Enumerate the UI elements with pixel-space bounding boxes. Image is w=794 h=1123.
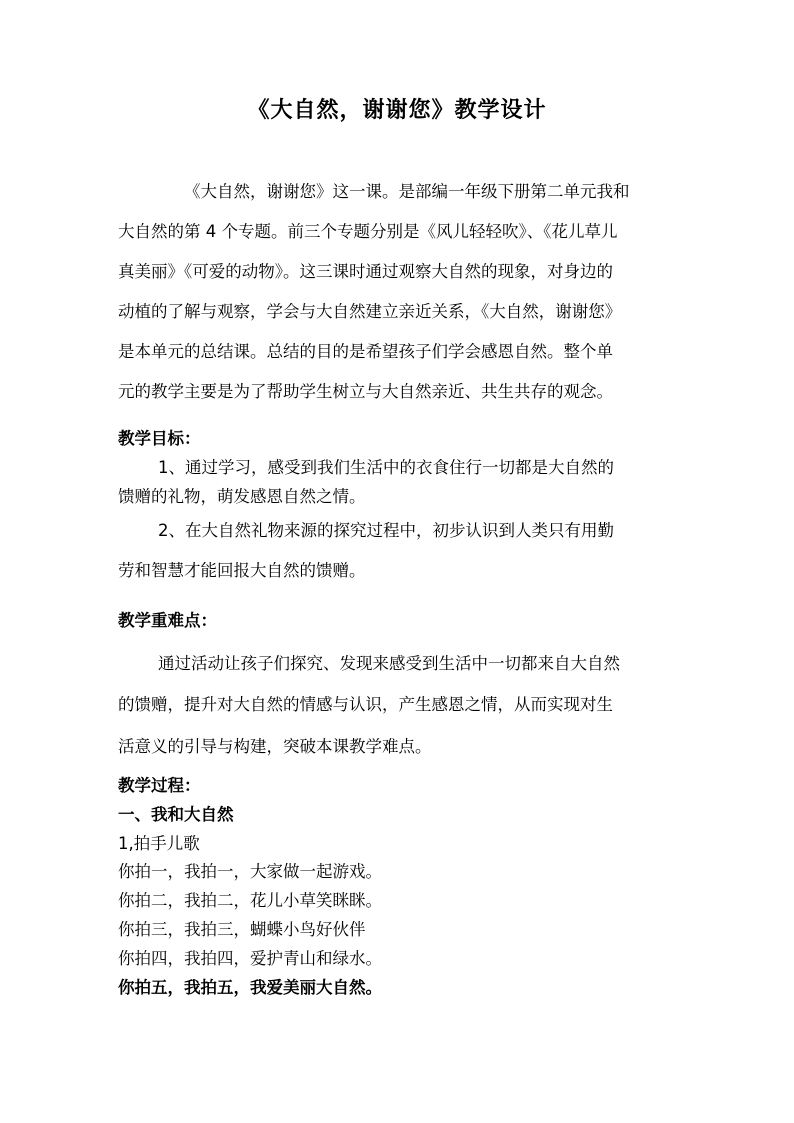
intro-paragraph: [118, 172, 680, 412]
intro-line: 元的教学主要是为了帮助学生树立与大自然亲近、共生共存的观念。: [118, 382, 613, 401]
key-points-line: 的馈赠，提升对大自然的情感与认识，产生感恩之情，从而实现对生: [118, 695, 613, 714]
sub-heading: 1,拍手儿歌: [118, 834, 200, 853]
goals-heading: 教学目标：: [118, 429, 201, 448]
key-points-line: 通过活动让孩子们探究、发现来感受到生活中一切都来自大自然: [158, 654, 620, 673]
rhyme-line-emphasis: 你拍五，我拍五，我爱美丽大自然。: [118, 978, 382, 997]
goal-2-line-1: 2、在大自然礼物来源的探究过程中，初步认识到人类只有用勤: [158, 521, 614, 540]
rhyme-line: 你拍三，我拍三，蝴蝶小鸟好伙伴: [118, 920, 366, 939]
process-heading: 教学过程：: [118, 776, 201, 795]
page-title: 《大自然，谢谢您》教学设计: [247, 98, 547, 123]
section-heading: 一、我和大自然: [118, 805, 234, 824]
rhyme-line: 你拍四，我拍四，爱护青山和绿水。: [118, 949, 382, 968]
rhyme-line: 你拍一，我拍一，大家做一起游戏。: [118, 862, 382, 881]
goal-1-line-1: 1、通过学习，感受到我们生活中的衣食住行一切都是大自然的: [158, 458, 614, 477]
key-points-line: 活意义的引导与构建，突破本课教学难点。: [118, 737, 432, 756]
intro-line: 大自然的第 4 个专题。前三个专题分别是《风儿轻轻吹》、《花儿草儿: [118, 222, 618, 241]
intro-line: 真美丽》《可爱的动物》。这三课时通过观察大自然的现象，对身边的: [118, 262, 613, 281]
intro-line: 动植的了解与观察，学会与大自然建立亲近关系，《大自然，谢谢您》: [118, 302, 622, 321]
key-points-heading: 教学重难点：: [118, 611, 217, 630]
intro-line: 是本单元的总结课。总结的目的是希望孩子们学会感恩自然。整个单: [118, 342, 613, 361]
goal-2-line-2: 劳和智慧才能回报大自然的馈赠。: [118, 561, 366, 580]
intro-line: 《大自然，谢谢您》这一课。是部编一年级下册第二单元我和: [184, 182, 630, 201]
rhyme-line: 你拍二，我拍二，花儿小草笑眯眯。: [118, 891, 382, 910]
goal-1-line-2: 馈赠的礼物，萌发感恩自然之情。: [118, 487, 366, 506]
